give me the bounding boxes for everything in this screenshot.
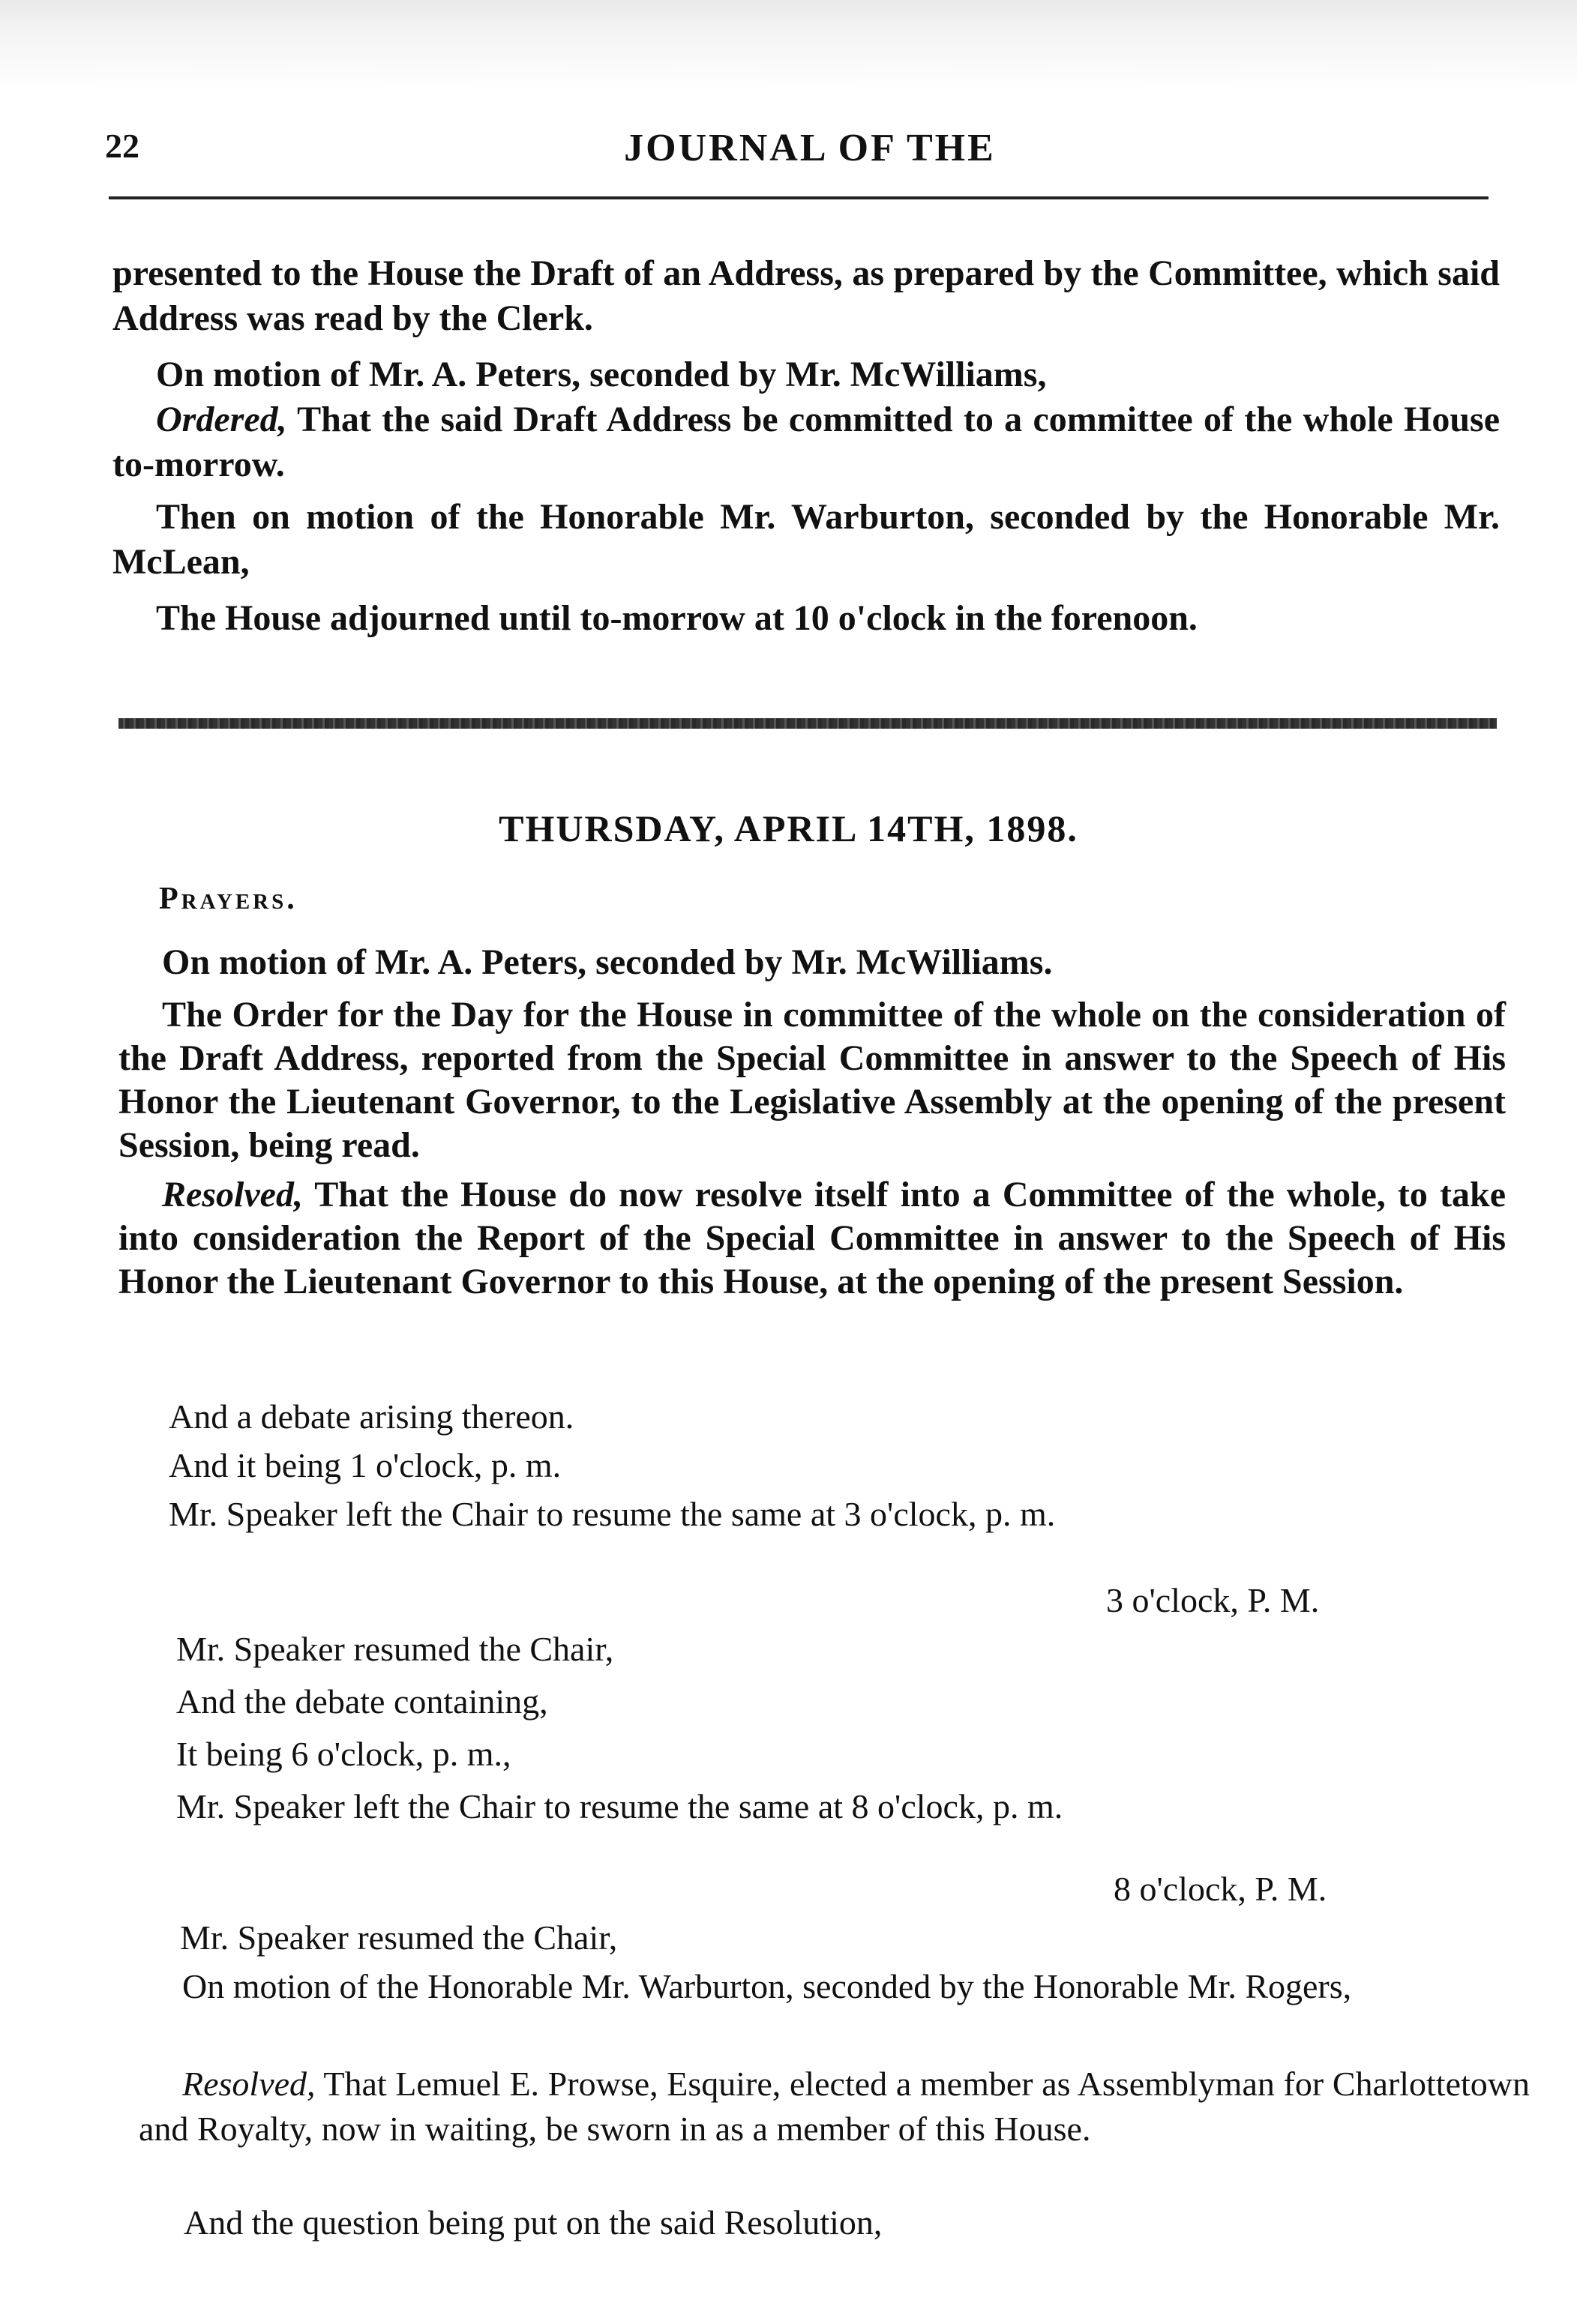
header-rule: [109, 196, 1489, 199]
page-number: 22: [105, 127, 139, 165]
paragraph-draft-presented: presented to the House the Draft of an Address, as prepared by the Committee, which said Address was read by the Clerk.: [112, 253, 1500, 338]
prayers-heading: Prayers.: [159, 882, 298, 916]
paragraph-motion-warburton: Then on motion of the Honorable Mr. Warburton, seconded by the Honorable Mr. McLean,: [112, 497, 1500, 582]
line-speaker-left-8: Mr. Speaker left the Chair to resume the same at 8 o'clock, p. m.: [176, 1787, 1063, 1825]
ordered-text: That the said Draft Address be committed to a committee of the whole House to-morrow.: [112, 400, 1500, 484]
resolved-label: Resolved,: [162, 1175, 303, 1214]
running-title: JOURNAL OF THE: [624, 127, 996, 169]
paragraph-ordered: [112, 397, 1500, 487]
line-speaker-resumed-2: Mr. Speaker resumed the Chair,: [180, 1918, 618, 1957]
paragraph-motion-rogers: On motion of the Honorable Mr. Warburton, seconded by the Honorable Mr. Rogers,: [182, 1967, 1352, 2005]
ordered-label: Ordered,: [156, 400, 287, 439]
time-three-pm: 3 o'clock, P. M.: [1106, 1581, 1320, 1619]
line-debate-arising: And a debate arising thereon.: [169, 1397, 574, 1436]
scan-border: [0, 0, 1577, 90]
page-header: [105, 126, 1515, 178]
time-eight-pm: 8 o'clock, P. M.: [1114, 1870, 1327, 1908]
resolved-prowse-text: That Lemuel E. Prowse, Esquire, elected a member as Assemblyman for Charlottetown and Royalty, now in waiting, be sworn in as a member of this House.: [139, 2065, 1530, 2148]
paragraph-order-for-day: The Order for the Day for the House in committee of the whole on the consideration of the Draft Address, reported from the Special Committee in answer to the Speech of His Honor the Lieutenant Governor, to the Legislative Assembly at the opening of the present Session, being read.: [118, 995, 1506, 1165]
paragraph-motion-peters-2: On motion of Mr. A. Peters, seconded by Mr. McWilliams.: [162, 942, 1053, 982]
resolved-label-2: Resolved,: [182, 2065, 316, 2103]
paragraph-resolved-committee: [118, 1173, 1506, 1304]
line-one-oclock: And it being 1 o'clock, p. m.: [169, 1446, 562, 1484]
line-debate-containing: And the debate containing,: [176, 1682, 548, 1721]
paragraph-motion-peters: On motion of Mr. A. Peters, seconded by Mr. McWilliams,: [156, 355, 1047, 394]
line-six-oclock: It being 6 o'clock, p. m.,: [176, 1735, 511, 1773]
line-speaker-resumed-1: Mr. Speaker resumed the Chair,: [176, 1630, 614, 1668]
line-question-put: And the question being put on the said Resolution,: [184, 2203, 883, 2242]
section-divider: [118, 718, 1497, 729]
paragraph-resolved-prowse: [139, 2062, 1530, 2152]
line-speaker-left-3: Mr. Speaker left the Chair to resume the same at 3 o'clock, p. m.: [169, 1495, 1056, 1533]
date-heading: THURSDAY, APRIL 14TH, 1898.: [499, 807, 1078, 849]
paragraph-adjourned: The House adjourned until to-morrow at 10 o'clock in the forenoon.: [156, 598, 1198, 638]
resolved-text: That the House do now resolve itself into a Committee of the whole, to take into consideration the Report of the Special Committee in answer to the Speech of His Honor the Lieutenant Governor to this House, at the opening of the present Session.: [118, 1175, 1506, 1301]
